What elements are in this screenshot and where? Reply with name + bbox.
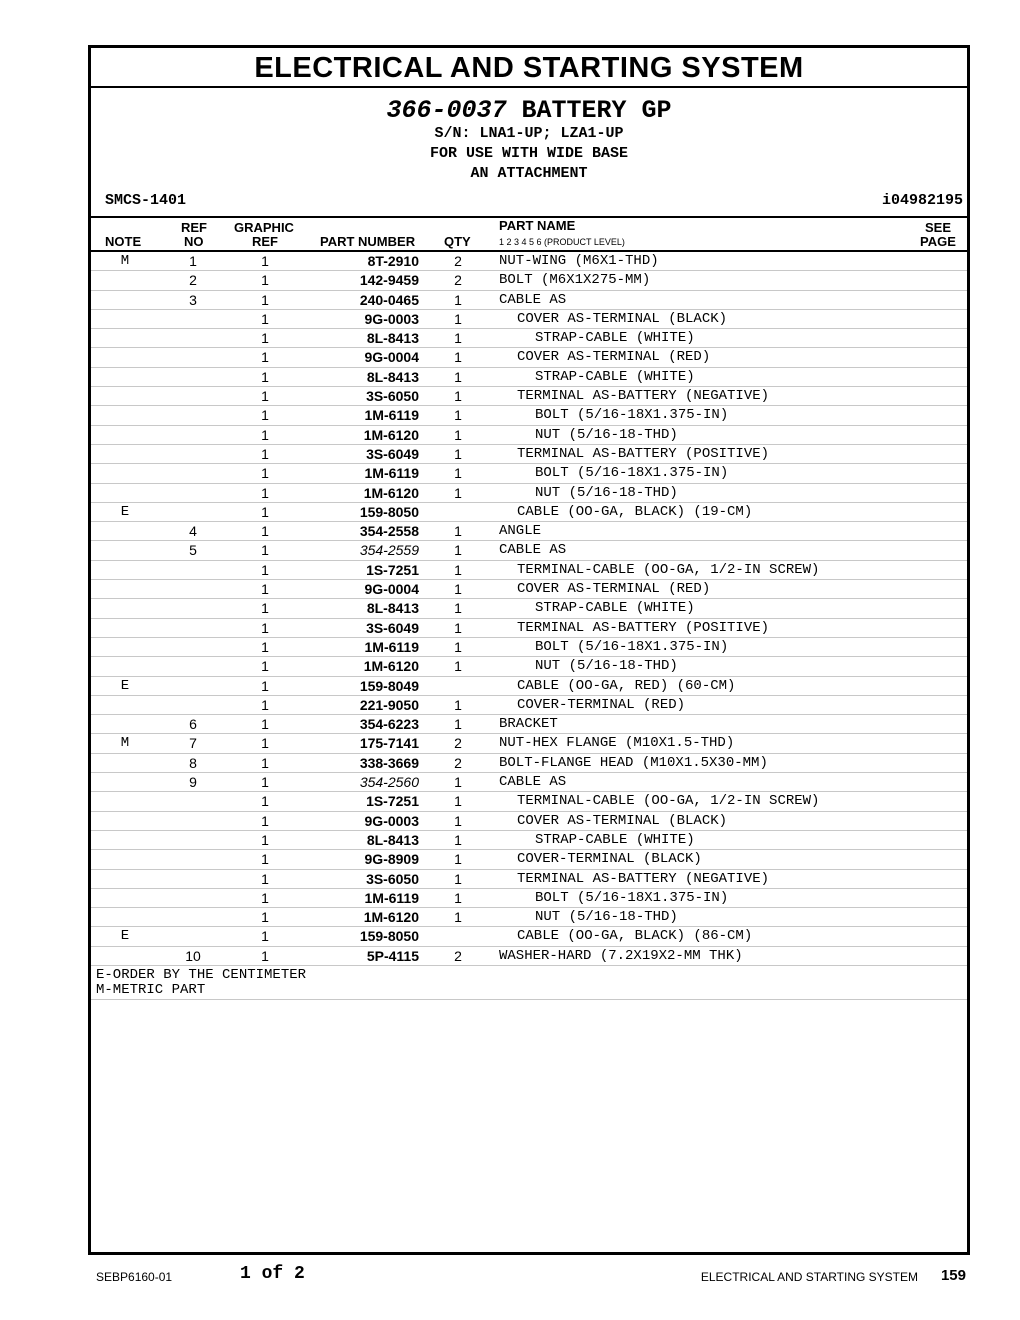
cell-qty: 1 [454, 812, 462, 829]
cell-qty: 1 [454, 870, 462, 887]
cell-qty: 1 [454, 909, 462, 926]
cell-part-number: 1S-7251 [366, 793, 419, 810]
cell-graphic-ref: 1 [261, 272, 269, 289]
table-row [91, 580, 967, 599]
cell-ref-no: 10 [185, 947, 201, 964]
cell-graphic-ref: 1 [261, 754, 269, 771]
serial-range: S/N: LNA1-UP; LZA1-UP [434, 125, 624, 142]
table-row [91, 291, 967, 310]
cell-ref-no: 6 [189, 716, 197, 733]
cell-qty: 1 [454, 889, 462, 906]
table-row [91, 368, 967, 387]
cell-qty: 1 [454, 407, 462, 424]
col-qty: QTY [444, 234, 471, 249]
cell-ref-no: 2 [189, 272, 197, 289]
cell-graphic-ref: 1 [261, 503, 269, 520]
cell-part-name: BOLT (M6X1X275-MM) [499, 272, 651, 289]
cell-graphic-ref: 1 [261, 291, 269, 308]
cell-part-name: CABLE (OO-GA, BLACK) (86-CM) [517, 928, 753, 945]
cell-part-number: 1M-6119 [364, 465, 419, 482]
cell-qty: 1 [454, 523, 462, 540]
cell-graphic-ref: 1 [261, 889, 269, 906]
cell-qty: 1 [454, 619, 462, 636]
cell-qty: 1 [454, 793, 462, 810]
cell-part-name: NUT (5/16-18-THD) [535, 426, 678, 443]
cell-part-name: STRAP-CABLE (WHITE) [535, 831, 695, 848]
cell-ref-no: 7 [189, 735, 197, 752]
cell-qty: 1 [454, 310, 462, 327]
cell-part-number: 1M-6120 [363, 909, 419, 926]
footer-doc-id: SEBP6160-01 [96, 1270, 173, 1284]
cell-part-number: 1M-6120 [363, 658, 419, 675]
table-row [91, 561, 967, 580]
cell-graphic-ref: 1 [261, 426, 269, 443]
cell-part-name: COVER AS-TERMINAL (BLACK) [517, 310, 728, 327]
cell-graphic-ref: 1 [261, 812, 269, 829]
footer-section: ELECTRICAL AND STARTING SYSTEM [700, 1270, 918, 1284]
cell-part-name: NUT (5/16-18-THD) [535, 484, 678, 501]
cell-part-name: TERMINAL-CABLE (OO-GA, 1/2-IN SCREW) [517, 793, 820, 810]
cell-qty: 1 [454, 445, 462, 462]
cell-qty: 1 [454, 638, 462, 655]
cell-part-number: 1M-6119 [364, 407, 419, 424]
cell-part-number: 3S-6049 [366, 619, 419, 636]
cell-ref-no: 1 [189, 253, 197, 269]
cell-note: M [120, 253, 130, 269]
cell-part-number: 8L-8413 [366, 831, 419, 848]
illustration-id: i04982195 [881, 192, 963, 209]
table-row [91, 503, 967, 522]
table-row [91, 677, 967, 696]
table-row [91, 850, 967, 869]
cell-part-name: COVER-TERMINAL (RED) [517, 696, 686, 713]
table-row [91, 252, 967, 271]
cell-part-number: 3S-6050 [366, 870, 419, 887]
table-row [91, 773, 967, 792]
col-ref-top: REF [181, 220, 207, 235]
cell-graphic-ref: 1 [261, 445, 269, 462]
cell-qty: 1 [454, 831, 462, 848]
cell-graphic-ref: 1 [261, 909, 269, 926]
note-m: M-METRIC PART [96, 981, 206, 998]
table-row [91, 734, 967, 753]
table-row [91, 387, 967, 406]
col-graphic-top: GRAPHIC [234, 220, 294, 235]
table-row [91, 908, 967, 927]
cell-part-number: 1M-6120 [363, 484, 419, 501]
table-row [91, 696, 967, 715]
table-row [91, 329, 967, 348]
cell-graphic-ref: 1 [261, 638, 269, 655]
cell-qty: 1 [454, 851, 462, 868]
cell-part-number: 221-9050 [359, 696, 419, 713]
cell-graphic-ref: 1 [261, 658, 269, 675]
cell-graphic-ref: 1 [261, 947, 269, 964]
col-graphic-bottom: REF [252, 234, 278, 249]
cell-part-name: WASHER-HARD (7.2X19X2-MM THK) [499, 947, 743, 964]
cell-part-number: 159-8049 [359, 677, 419, 694]
footer-page-of: 1 of 2 [240, 1264, 305, 1284]
table-row [91, 927, 967, 946]
cell-qty: 1 [454, 388, 462, 405]
cell-part-number: 354-2560 [359, 774, 419, 791]
cell-qty: 2 [454, 253, 462, 269]
cell-part-number: 9G-0003 [364, 310, 419, 327]
group-title [91, 96, 967, 125]
cell-part-name: BOLT (5/16-18X1.375-IN) [535, 889, 729, 906]
cell-part-name: ANGLE [499, 523, 542, 540]
cell-part-name: CABLE AS [499, 542, 567, 559]
parts-table [91, 252, 967, 966]
table-row [91, 812, 967, 831]
cell-part-name: COVER AS-TERMINAL (RED) [517, 581, 711, 598]
cell-note: M [120, 735, 130, 752]
cell-qty: 1 [454, 696, 462, 713]
cell-part-name: TERMINAL AS-BATTERY (POSITIVE) [517, 445, 770, 462]
cell-part-name: TERMINAL-CABLE (OO-GA, 1/2-IN SCREW) [517, 561, 820, 578]
table-row [91, 638, 967, 657]
col-see-top: SEE [925, 220, 952, 235]
section-title: ELECTRICAL AND STARTING SYSTEM [91, 48, 967, 88]
cell-part-number: 8L-8413 [366, 600, 419, 617]
cell-part-number: 8L-8413 [366, 330, 419, 347]
cell-ref-no: 3 [189, 291, 197, 308]
table-row [91, 831, 967, 850]
smcs-code: SMCS-1401 [105, 192, 187, 209]
table-row [91, 406, 967, 425]
cell-qty: 1 [454, 600, 462, 617]
table-row [91, 484, 967, 503]
table-row [91, 522, 967, 541]
cell-graphic-ref: 1 [261, 407, 269, 424]
cell-qty: 1 [454, 658, 462, 675]
cell-part-name: BOLT (5/16-18X1.375-IN) [535, 465, 729, 482]
cell-qty: 2 [454, 754, 462, 771]
cell-graphic-ref: 1 [261, 330, 269, 347]
note-e: E-ORDER BY THE CENTIMETER [96, 966, 307, 983]
col-part-number: PART NUMBER [320, 234, 416, 249]
cell-part-name: BOLT-FLANGE HEAD (M10X1.5X30-MM) [499, 754, 768, 771]
table-row [91, 464, 967, 483]
cell-graphic-ref: 1 [261, 561, 269, 578]
table-row [91, 870, 967, 889]
cell-graphic-ref: 1 [261, 253, 269, 269]
cell-part-number: 354-2559 [359, 542, 419, 559]
cell-qty: 1 [454, 716, 462, 733]
cell-part-number: 175-7141 [359, 735, 419, 752]
cell-graphic-ref: 1 [261, 716, 269, 733]
table-row [91, 599, 967, 618]
cell-graphic-ref: 1 [261, 310, 269, 327]
cell-part-number: 240-0465 [359, 291, 419, 308]
cell-part-number: 9G-0003 [364, 812, 419, 829]
notes-block [91, 966, 967, 1000]
cell-part-name: TERMINAL AS-BATTERY (POSITIVE) [517, 619, 770, 636]
usage-line-2: AN ATTACHMENT [470, 165, 588, 182]
col-see-bottom: PAGE [920, 234, 956, 249]
table-row [91, 348, 967, 367]
cell-qty: 1 [454, 774, 462, 791]
table-row [91, 792, 967, 811]
cell-part-name: NUT (5/16-18-THD) [535, 909, 678, 926]
cell-note: E [120, 503, 130, 520]
cell-qty: 1 [454, 291, 462, 308]
cell-part-name: TERMINAL AS-BATTERY (NEGATIVE) [517, 870, 770, 887]
cell-graphic-ref: 1 [261, 696, 269, 713]
cell-qty: 2 [454, 272, 462, 289]
table-row [91, 426, 967, 445]
cell-graphic-ref: 1 [261, 774, 269, 791]
table-row [91, 657, 967, 676]
cell-graphic-ref: 1 [261, 928, 269, 945]
cell-ref-no: 8 [189, 754, 197, 771]
cell-part-number: 3S-6049 [366, 445, 419, 462]
cell-ref-no: 4 [189, 523, 197, 540]
cell-part-name: NUT-HEX FLANGE (M10X1.5-THD) [499, 735, 735, 752]
usage-line-1: FOR USE WITH WIDE BASE [429, 145, 629, 162]
cell-graphic-ref: 1 [261, 851, 269, 868]
cell-part-number: 9G-0004 [364, 349, 419, 366]
cell-part-name: BOLT (5/16-18X1.375-IN) [535, 638, 729, 655]
cell-graphic-ref: 1 [261, 677, 269, 694]
table-row [91, 271, 967, 290]
cell-part-name: BRACKET [499, 716, 558, 733]
cell-part-name: CABLE AS [499, 774, 567, 791]
cell-part-name: STRAP-CABLE (WHITE) [535, 330, 695, 347]
col-part-name: PART NAME [499, 218, 576, 233]
cell-qty: 1 [454, 465, 462, 482]
cell-part-name: COVER-TERMINAL (BLACK) [517, 851, 702, 868]
parts-page-frame [88, 45, 970, 1255]
cell-graphic-ref: 1 [261, 349, 269, 366]
cell-qty: 1 [454, 426, 462, 443]
cell-part-name: CABLE (OO-GA, BLACK) (19-CM) [517, 503, 753, 520]
cell-graphic-ref: 1 [261, 870, 269, 887]
cell-part-name: CABLE AS [499, 291, 567, 308]
cell-qty: 2 [454, 735, 462, 752]
cell-graphic-ref: 1 [261, 735, 269, 752]
cell-part-number: 5P-4115 [366, 947, 419, 964]
cell-graphic-ref: 1 [261, 619, 269, 636]
cell-part-number: 354-2558 [359, 523, 419, 540]
cell-qty: 2 [454, 947, 462, 964]
table-row [91, 445, 967, 464]
table-row [91, 310, 967, 329]
cell-note: E [120, 677, 130, 694]
col-ref-bottom: NO [184, 234, 204, 249]
cell-part-number: 9G-0004 [364, 581, 419, 598]
cell-qty: 1 [454, 542, 462, 559]
cell-part-number: 1M-6119 [364, 638, 419, 655]
table-row [91, 889, 967, 908]
cell-part-name: STRAP-CABLE (WHITE) [535, 368, 695, 385]
column-headers [91, 216, 967, 252]
cell-part-number: 159-8050 [359, 503, 419, 520]
cell-part-number: 8L-8413 [366, 368, 419, 385]
cell-graphic-ref: 1 [261, 523, 269, 540]
table-row [91, 947, 967, 966]
table-row [91, 541, 967, 560]
cell-note: E [120, 928, 130, 945]
cell-qty: 1 [454, 561, 462, 578]
cell-part-name: STRAP-CABLE (WHITE) [535, 600, 695, 617]
cell-part-name: TERMINAL AS-BATTERY (NEGATIVE) [517, 388, 770, 405]
cell-qty: 1 [454, 484, 462, 501]
cell-ref-no: 9 [189, 774, 197, 791]
cell-graphic-ref: 1 [261, 581, 269, 598]
table-row [91, 715, 967, 734]
cell-part-number: 354-6223 [359, 716, 419, 733]
cell-part-number: 1M-6120 [363, 426, 419, 443]
cell-part-number: 1S-7251 [366, 561, 419, 578]
cell-part-name: COVER AS-TERMINAL (RED) [517, 349, 711, 366]
cell-qty: 1 [454, 581, 462, 598]
cell-graphic-ref: 1 [261, 484, 269, 501]
cell-qty: 1 [454, 349, 462, 366]
col-product-level: 1 2 3 4 5 6 (PRODUCT LEVEL) [499, 237, 625, 247]
cell-graphic-ref: 1 [261, 388, 269, 405]
cell-part-name: BOLT (5/16-18X1.375-IN) [535, 407, 729, 424]
cell-graphic-ref: 1 [261, 368, 269, 385]
table-row [91, 754, 967, 773]
cell-part-name: NUT-WING (M6X1-THD) [499, 253, 659, 269]
cell-part-name: CABLE (OO-GA, RED) (60-CM) [517, 677, 736, 694]
cell-part-number: 159-8050 [359, 928, 419, 945]
cell-qty: 1 [454, 368, 462, 385]
cell-part-number: 338-3669 [359, 754, 419, 771]
cell-part-number: 9G-8909 [364, 851, 419, 868]
cell-part-number: 8T-2910 [367, 253, 419, 269]
cell-part-number: 142-9459 [359, 272, 419, 289]
group-header [91, 88, 967, 216]
cell-graphic-ref: 1 [261, 600, 269, 617]
table-row [91, 619, 967, 638]
cell-part-name: COVER AS-TERMINAL (BLACK) [517, 812, 728, 829]
cell-ref-no: 5 [189, 542, 197, 559]
footer-page-number: 159 [940, 1267, 966, 1284]
col-note: NOTE [105, 234, 142, 249]
cell-graphic-ref: 1 [261, 793, 269, 810]
cell-graphic-ref: 1 [261, 542, 269, 559]
cell-part-number: 3S-6050 [366, 388, 419, 405]
group-number: 366-0037 [386, 96, 507, 125]
cell-part-number: 1M-6119 [364, 889, 419, 906]
cell-qty: 1 [454, 330, 462, 347]
cell-graphic-ref: 1 [261, 465, 269, 482]
cell-part-name: NUT (5/16-18-THD) [535, 658, 678, 675]
group-name: BATTERY GP [521, 96, 672, 125]
cell-graphic-ref: 1 [261, 831, 269, 848]
